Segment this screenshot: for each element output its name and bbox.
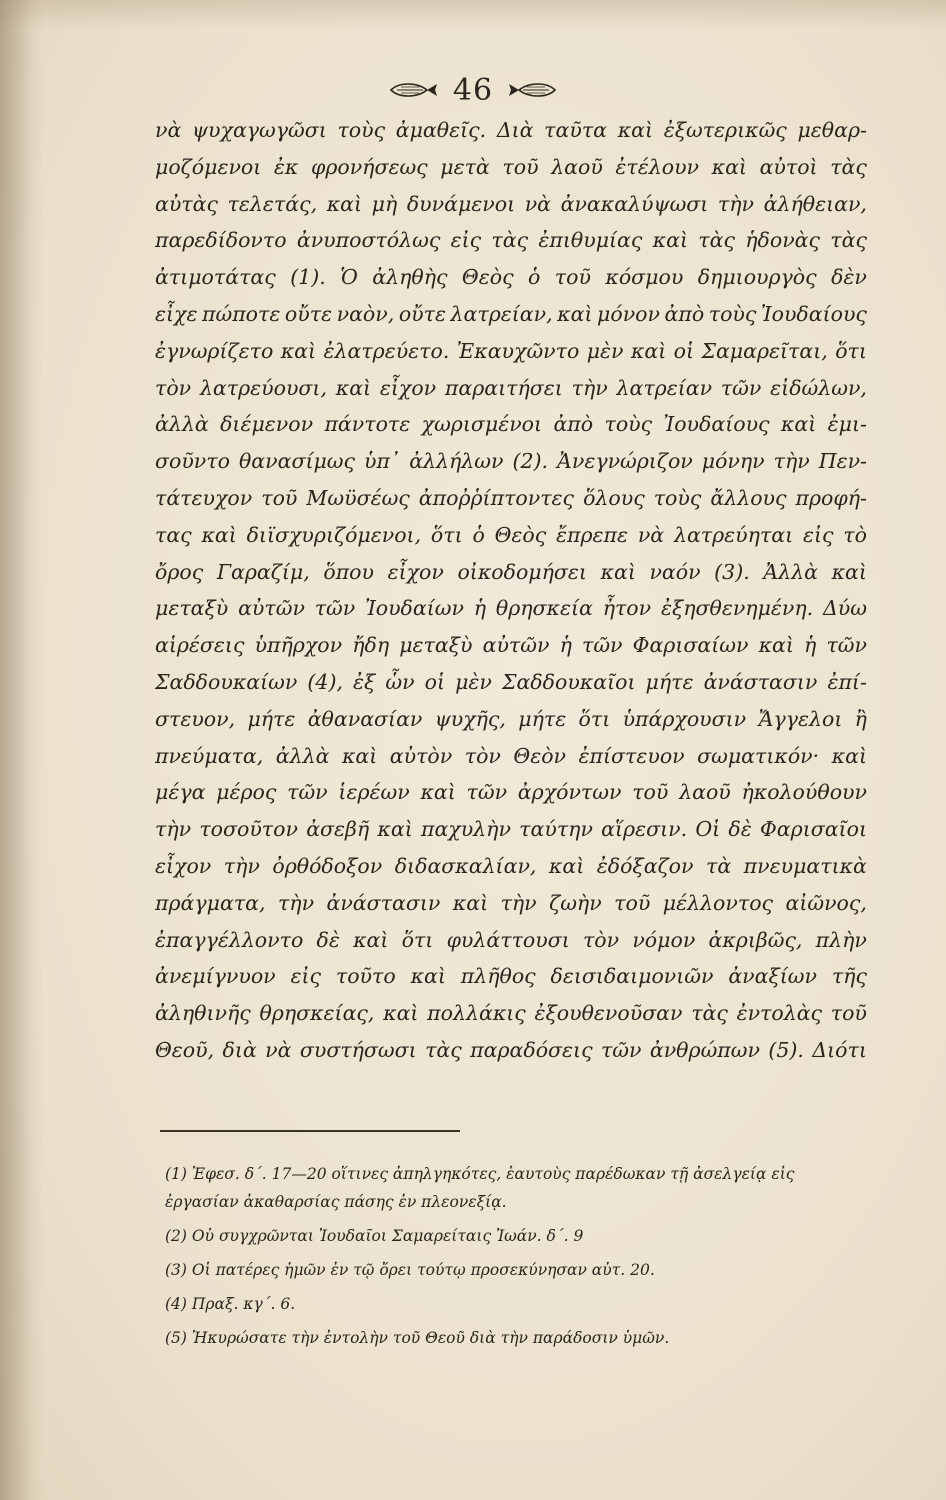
text-line: μεταξὺ αὐτῶν τῶν Ἰουδαίων ἡ θρησκεία ἦτον ἐξησθενημένη. Δύω — [155, 596, 867, 621]
footnote-separator-rule — [160, 1130, 460, 1132]
text-line: σοῦντο θανασίμως ὑπ᾽ ἀλλήλων (2). Ἀνεγνώριζον μόνην τὴν Πεν- — [155, 449, 867, 474]
top-edge-shadow — [0, 0, 946, 30]
text-line: ἀνεμίγνυον εἰς τοῦτο καὶ πλῆθος δεισιδαιμονιῶν ἀναξίων τῆς — [155, 964, 867, 989]
text-line: παρεδίδοντο ἀνυποστόλως εἰς τὰς ἐπιθυμίας καὶ τὰς ἡδονὰς τὰς — [155, 228, 867, 253]
text-line: ἀληθινῆς θρησκείας, καὶ πολλάκις ἐξουθενοῦσαν τὰς ἐντολὰς τοῦ — [155, 1001, 867, 1026]
footnote-line: ἐργασίαν ἀκαθαρσίας πάσης ἐν πλεονεξίᾳ. — [165, 1193, 507, 1211]
footnotes — [165, 1160, 865, 1352]
text-line: μοζόμενοι ἐκ φρονήσεως μετὰ τοῦ λαοῦ ἐτέλουν καὶ αὐτοὶ τὰς — [155, 154, 867, 179]
text-line: νὰ ψυχαγωγῶσι τοὺς ἀμαθεῖς. Διὰ ταῦτα καὶ ἐξωτερικῶς μεθαρ- — [155, 118, 867, 142]
text-line: εἶχε πώποτε οὔτε ναὸν, οὔτε λατρείαν, καὶ μόνον ἀπὸ τοὺς Ἰουδαίους — [155, 301, 867, 326]
text-line: ἐγνωρίζετο καὶ ἐλατρεύετο. Ἐκαυχῶντο μὲν καὶ οἱ Σαμαρεῖται, ὅτι — [155, 338, 867, 363]
text-line: τὴν τοσοῦτον ἀσεβῆ καὶ παχυλὴν ταύτην αἵρεσιν. Οἱ δὲ Φαρισαῖοι — [155, 817, 867, 842]
text-line: πράγματα, τὴν ἀνάστασιν καὶ τὴν ζωὴν τοῦ μέλλοντος αἰῶνος, — [155, 890, 867, 915]
text-line: τὸν λατρεύουσι, καὶ εἶχον παραιτήσει τὴν λατρείαν τῶν εἰδώλων, — [155, 375, 867, 400]
body-text — [155, 112, 867, 1069]
ornament-fish-right-icon — [505, 80, 559, 100]
text-line: αἱρέσεις ὑπῆρχον ἤδη μεταξὺ αὐτῶν ἡ τῶν Φαρισαίων καὶ ἡ τῶν — [155, 633, 867, 658]
text-line: πνεύματα, ἀλλὰ καὶ αὐτὸν τὸν Θεὸν ἐπίστευον σωματικόν· καὶ — [155, 743, 867, 768]
text-line: αὐτὰς τελετάς, καὶ μὴ δυνάμενοι νὰ ἀνακαλύψωσι τὴν ἀλήθειαν, — [155, 191, 867, 216]
text-line: Θεοῦ, διὰ νὰ συστήσωσι τὰς παραδόσεις τῶν ἀνθρώπων (5). Διότι — [155, 1037, 867, 1062]
page-header — [0, 70, 946, 110]
text-line: ὄρος Γαραζίμ, ὅπου εἶχον οἰκοδομήσει καὶ ναόν (3). Ἀλλὰ καὶ — [155, 559, 867, 584]
text-line: μέγα μέρος τῶν ἱερέων καὶ τῶν ἀρχόντων τοῦ λαοῦ ἠκολούθουν — [155, 780, 867, 805]
text-line: εἶχον τὴν ὀρθόδοξον διδασκαλίαν, καὶ ἐδόξαζον τὰ πνευματικὰ — [155, 853, 867, 878]
footnote-line: (4) Πραξ. κγ΄. 6. — [165, 1295, 296, 1313]
text-line: Σαδδουκαίων (4), ἐξ ὧν οἱ μὲν Σαδδουκαῖοι μήτε ἀνάστασιν ἐπί- — [155, 669, 867, 694]
footnote-line: (1) Ἐφεσ. δ΄. 17—20 οἵτινες ἀπηλγηκότες, ἑαυτοὺς παρέδωκαν τῇ ἀσελγείᾳ εἰς — [165, 1165, 795, 1183]
ornament-fish-left-icon — [387, 80, 441, 100]
text-line: τάτευχον τοῦ Μωϋσέως ἀποῤῥίπτοντες ὅλους τοὺς ἄλλους προφή- — [155, 485, 867, 510]
text-line: ἀτιμοτάτας (1). Ὁ ἀληθὴς Θεὸς ὁ τοῦ κόσμου δημιουργὸς δὲν — [155, 265, 867, 290]
text-line: τας καὶ διϊσχυριζόμενοι, ὅτι ὁ Θεὸς ἔπρεπε νὰ λατρεύηται εἰς τὸ — [155, 522, 867, 547]
text-line: ἀλλὰ διέμενον πάντοτε χωρισμένοι ἀπὸ τοὺς Ἰουδαίους καὶ ἐμι- — [155, 412, 867, 437]
footnote-line: (3) Οἱ πατέρες ἡμῶν ἐν τῷ ὄρει τούτῳ προσεκύνησαν αὐτ. 20. — [165, 1261, 655, 1279]
page-number: 46 — [452, 72, 494, 108]
footnote-line: (5) Ἠκυρώσατε τὴν ἐντολὴν τοῦ Θεοῦ διὰ τὴν παράδοσιν ὑμῶν. — [165, 1329, 670, 1347]
binding-shadow — [0, 0, 44, 1500]
footnote-line: (2) Οὐ συγχρῶνται Ἰουδαῖοι Σαμαρείταις Ἰωάν. δ΄. 9 — [165, 1227, 584, 1245]
text-line: στευον, μήτε ἀθανασίαν ψυχῆς, μήτε ὅτι ὑπάρχουσιν Ἄγγελοι ἢ — [155, 706, 867, 731]
text-line: ἐπαγγέλλοντο δὲ καὶ ὅτι φυλάττουσι τὸν νόμον ἀκριβῶς, πλὴν — [155, 927, 867, 952]
